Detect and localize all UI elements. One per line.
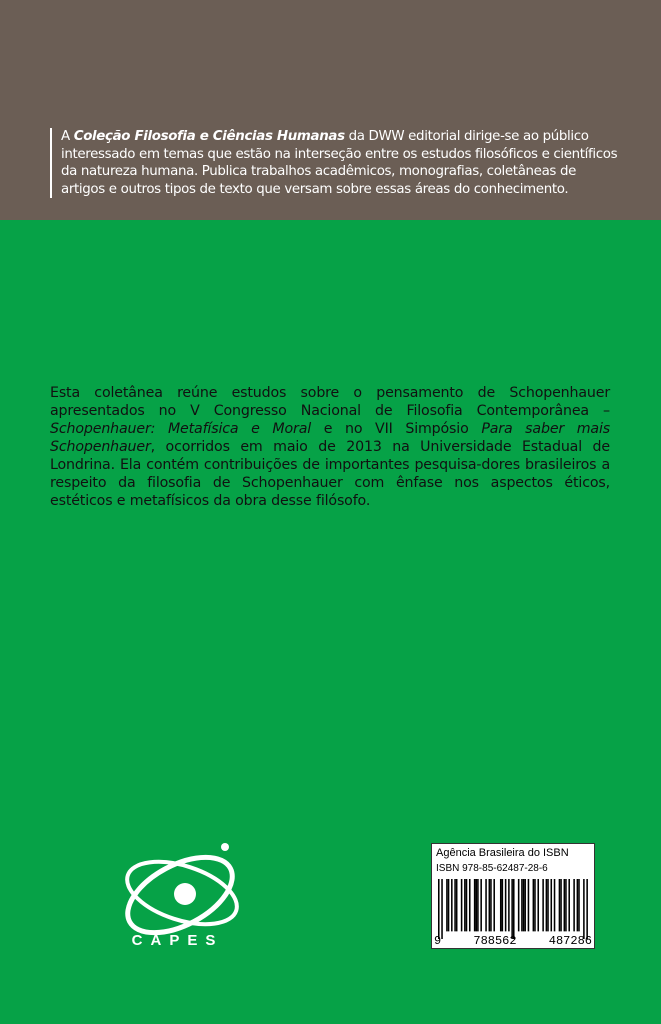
- barcode-bar: [573, 879, 575, 931]
- barcode-bar: [559, 879, 561, 931]
- barcode-bar: [511, 879, 513, 939]
- barcode-bar: [534, 879, 536, 931]
- barcode-bar: [524, 879, 526, 931]
- barcode-digit-group: 788562: [473, 934, 517, 948]
- barcode-bar: [554, 879, 556, 931]
- isbn-barcode-box: [431, 843, 595, 949]
- barcode-bar: [533, 879, 535, 931]
- barcode-bar: [464, 879, 466, 931]
- barcode-bar: [568, 879, 570, 931]
- collection-text: da DWW editorial dirige-se ao público interessado em temas que estão na interseção entre os estudos filosóficos e científicos da natureza humana. Publica trabalhos acadêmicos, monografias, coletâneas de artigos e outros tipos de texto que versam sobre essas áreas do conhecimento.: [61, 129, 618, 197]
- barcode-bar: [564, 879, 566, 931]
- isbn-agency: Agência Brasileira do ISBN: [436, 847, 569, 859]
- barcode-bar: [438, 879, 440, 939]
- barcode-digit: 9: [434, 934, 442, 948]
- synopsis-event-2: Para saber mais Schopenhauer: [50, 421, 611, 455]
- barcode-bar: [577, 879, 579, 931]
- barcode-bar: [565, 879, 567, 931]
- synopsis-part-1: Esta coletânea reúne estudos sobre o pensamento de Schopenhauer apresentados no V Congresso Nacional de Filosofia Contemporânea –: [50, 385, 610, 419]
- collection-intro: A: [61, 129, 74, 144]
- barcode-bar: [508, 879, 510, 931]
- barcode-digits: [434, 934, 592, 948]
- barcode-bar: [505, 879, 507, 931]
- barcode-bar: [502, 879, 504, 931]
- barcode-icon: [438, 879, 588, 939]
- barcode-bar: [586, 879, 588, 939]
- isbn-number: ISBN 978-85-62487-28-6: [436, 863, 548, 874]
- barcode-digit-group: 487286: [548, 934, 592, 948]
- collection-name: Coleção Filosofia e Ciências Humanas: [73, 129, 345, 144]
- barcode-bar: [560, 879, 562, 931]
- synopsis-part-3: , ocorridos em maio de 2013 na Universidade Estadual de Londrina. Ela contém contribuições de importantes pesquisa-dores brasileiros a respeito da filosofia de Schopenhauer com ênfase nos aspectos éticos, estéticos e metafísicos da obra desse filósofo.: [50, 439, 610, 509]
- barcode-bar: [489, 879, 491, 931]
- synopsis-part-2: e no VII Simpósio: [311, 421, 482, 437]
- barcode-bar: [500, 879, 502, 931]
- barcode-bar: [461, 879, 463, 931]
- barcode-bar: [441, 879, 443, 939]
- capes-logo-text: CAPES: [131, 932, 224, 949]
- barcode-bar: [578, 879, 580, 931]
- barcode-bar: [466, 879, 468, 931]
- barcode-bar: [547, 879, 549, 931]
- barcode-bar: [456, 879, 458, 931]
- barcode-bar: [490, 879, 492, 931]
- barcode-bar: [477, 879, 479, 931]
- barcode-bar: [523, 879, 525, 931]
- barcode-bar: [469, 879, 471, 931]
- barcode-bar: [480, 879, 482, 931]
- barcode-bar: [542, 879, 544, 931]
- barcode-bar: [446, 879, 448, 931]
- barcode-bar: [485, 879, 487, 931]
- book-synopsis: [50, 384, 610, 510]
- barcode-bar: [454, 879, 456, 931]
- barcode-bar: [513, 879, 515, 939]
- barcode-bar: [518, 879, 520, 931]
- barcode-bar: [451, 879, 453, 931]
- barcode-bar: [551, 879, 553, 931]
- collection-description: [50, 128, 621, 198]
- barcode-bar: [474, 879, 476, 931]
- barcode-bar: [521, 879, 523, 931]
- barcode-bar: [537, 879, 539, 931]
- synopsis-event-1: Schopenhauer: Metafísica e Moral: [50, 421, 312, 437]
- barcode-bar: [493, 879, 495, 931]
- barcode-bar: [528, 879, 530, 931]
- barcode-bar: [546, 879, 548, 931]
- barcode-bar: [583, 879, 585, 939]
- barcode-bar: [476, 879, 478, 931]
- barcode-bar: [448, 879, 450, 931]
